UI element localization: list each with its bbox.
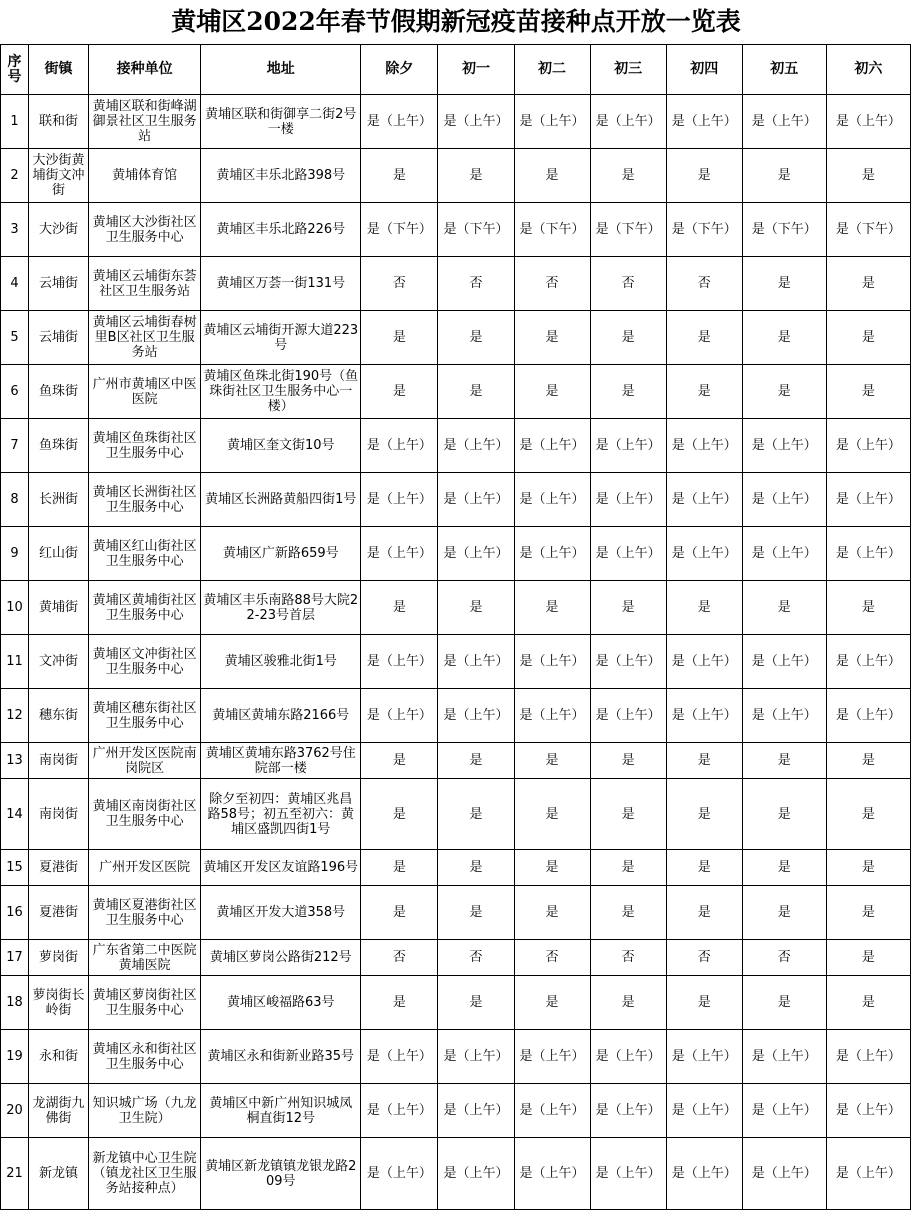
cell-day-status: 是（上午）	[826, 1084, 910, 1138]
cell-day-status: 是	[590, 149, 666, 203]
cell-day-status: 是	[666, 850, 742, 886]
cell-day-status: 是（上午）	[514, 473, 590, 527]
cell-day-status: 否	[514, 257, 590, 311]
cell-day-status: 是（上午）	[514, 95, 590, 149]
cell-day-status: 是	[590, 743, 666, 779]
cell-day-status: 是（上午）	[826, 1138, 910, 1210]
cell-day-status: 是（上午）	[742, 635, 826, 689]
cell-unit: 黄埔体育馆	[89, 149, 201, 203]
cell-day-status: 是（上午）	[438, 635, 514, 689]
cell-day-status: 是（上午）	[742, 527, 826, 581]
cell-day-status: 是（上午）	[590, 1138, 666, 1210]
cell-street: 南岗街	[29, 779, 89, 850]
cell-unit: 黄埔区永和街社区卫生服务中心	[89, 1030, 201, 1084]
cell-day-status: 是（下午）	[666, 203, 742, 257]
cell-day-status: 是	[590, 311, 666, 365]
cell-no: 2	[1, 149, 29, 203]
cell-day-status: 是	[826, 257, 910, 311]
cell-unit: 黄埔区长洲街社区卫生服务中心	[89, 473, 201, 527]
cell-unit: 黄埔区黄埔街社区卫生服务中心	[89, 581, 201, 635]
cell-unit: 黄埔区联和街峰湖御景社区卫生服务站	[89, 95, 201, 149]
cell-day-status: 是	[438, 311, 514, 365]
cell-address: 黄埔区萝岗公路街212号	[201, 940, 361, 976]
cell-day-status: 是	[826, 743, 910, 779]
cell-day-status: 是（下午）	[590, 203, 666, 257]
cell-day-status: 是	[590, 886, 666, 940]
cell-day-status: 是	[666, 976, 742, 1030]
cell-no: 6	[1, 365, 29, 419]
cell-day-status: 是	[826, 311, 910, 365]
cell-day-status: 是（上午）	[514, 1084, 590, 1138]
cell-day-status: 是	[666, 365, 742, 419]
cell-unit: 黄埔区大沙街社区卫生服务中心	[89, 203, 201, 257]
cell-day-status: 是	[514, 365, 590, 419]
cell-no: 4	[1, 257, 29, 311]
header-day: 初三	[590, 45, 666, 95]
cell-day-status: 是	[742, 850, 826, 886]
cell-address: 黄埔区广新路659号	[201, 527, 361, 581]
cell-day-status: 是	[590, 976, 666, 1030]
cell-day-status: 否	[666, 940, 742, 976]
cell-no: 5	[1, 311, 29, 365]
cell-no: 9	[1, 527, 29, 581]
cell-day-status: 否	[590, 257, 666, 311]
cell-unit: 新龙镇中心卫生院（镇龙社区卫生服务站接种点）	[89, 1138, 201, 1210]
cell-day-status: 是（上午）	[514, 419, 590, 473]
cell-day-status: 是	[666, 581, 742, 635]
cell-unit: 广州开发区医院	[89, 850, 201, 886]
cell-day-status: 是	[742, 257, 826, 311]
cell-day-status: 是（上午）	[826, 95, 910, 149]
cell-day-status: 是	[361, 976, 438, 1030]
cell-day-status: 是	[438, 581, 514, 635]
cell-day-status: 是	[666, 743, 742, 779]
cell-day-status: 是（下午）	[361, 203, 438, 257]
cell-no: 16	[1, 886, 29, 940]
cell-day-status: 是	[514, 149, 590, 203]
header-day: 初一	[438, 45, 514, 95]
cell-day-status: 是（上午）	[361, 527, 438, 581]
cell-unit: 黄埔区穗东街社区卫生服务中心	[89, 689, 201, 743]
cell-day-status: 是	[438, 886, 514, 940]
table-row	[1, 1030, 911, 1084]
cell-day-status: 是（上午）	[742, 1084, 826, 1138]
cell-day-status: 是（上午）	[361, 473, 438, 527]
cell-address: 黄埔区万荟一街131号	[201, 257, 361, 311]
cell-day-status: 是	[361, 779, 438, 850]
cell-street: 龙湖街九佛街	[29, 1084, 89, 1138]
cell-day-status: 是	[590, 581, 666, 635]
cell-no: 12	[1, 689, 29, 743]
cell-day-status: 否	[742, 940, 826, 976]
cell-day-status: 是（上午）	[590, 419, 666, 473]
cell-day-status: 是	[361, 743, 438, 779]
cell-day-status: 是（上午）	[826, 635, 910, 689]
cell-street: 文冲街	[29, 635, 89, 689]
table-row	[1, 473, 911, 527]
table-row	[1, 203, 911, 257]
cell-day-status: 是（上午）	[742, 689, 826, 743]
cell-no: 10	[1, 581, 29, 635]
cell-day-status: 是	[361, 311, 438, 365]
table-row	[1, 149, 911, 203]
cell-day-status: 是（上午）	[438, 473, 514, 527]
header-row	[1, 45, 911, 95]
cell-day-status: 是	[514, 886, 590, 940]
header-street: 街镇	[29, 45, 89, 95]
cell-day-status: 是（上午）	[826, 473, 910, 527]
cell-day-status: 是（上午）	[438, 1030, 514, 1084]
cell-address: 黄埔区丰乐南路88号大院22-23号首层	[201, 581, 361, 635]
cell-day-status: 是	[514, 850, 590, 886]
cell-day-status: 是	[361, 886, 438, 940]
cell-day-status: 是（上午）	[361, 1030, 438, 1084]
table-row	[1, 779, 911, 850]
cell-address: 黄埔区奎文街10号	[201, 419, 361, 473]
cell-day-status: 是（上午）	[742, 1138, 826, 1210]
cell-address: 黄埔区新龙镇镇龙银龙路209号	[201, 1138, 361, 1210]
cell-day-status: 是	[742, 886, 826, 940]
cell-day-status: 是（上午）	[514, 1030, 590, 1084]
cell-day-status: 是	[826, 976, 910, 1030]
cell-day-status: 是（上午）	[514, 1138, 590, 1210]
cell-street: 鱼珠街	[29, 365, 89, 419]
cell-street: 鱼珠街	[29, 419, 89, 473]
cell-day-status: 是	[514, 779, 590, 850]
cell-street: 联和街	[29, 95, 89, 149]
cell-day-status: 是（上午）	[361, 635, 438, 689]
cell-address: 黄埔区丰乐北路398号	[201, 149, 361, 203]
cell-no: 18	[1, 976, 29, 1030]
cell-unit: 黄埔区夏港街社区卫生服务中心	[89, 886, 201, 940]
cell-day-status: 否	[514, 940, 590, 976]
cell-day-status: 是（上午）	[666, 1138, 742, 1210]
cell-address: 黄埔区云埔街开源大道223号	[201, 311, 361, 365]
cell-address: 黄埔区黄埔东路3762号住院部一楼	[201, 743, 361, 779]
cell-address: 黄埔区开发区友谊路196号	[201, 850, 361, 886]
cell-day-status: 是	[438, 850, 514, 886]
cell-no: 7	[1, 419, 29, 473]
table-row	[1, 527, 911, 581]
cell-day-status: 是	[826, 940, 910, 976]
cell-day-status: 是（上午）	[666, 473, 742, 527]
cell-no: 21	[1, 1138, 29, 1210]
cell-day-status: 是（上午）	[361, 95, 438, 149]
cell-unit: 广州市黄埔区中医医院	[89, 365, 201, 419]
table-row	[1, 635, 911, 689]
cell-day-status: 否	[361, 257, 438, 311]
cell-day-status: 是	[514, 581, 590, 635]
cell-street: 南岗街	[29, 743, 89, 779]
cell-address: 黄埔区鱼珠北街190号（鱼珠街社区卫生服务中心一楼）	[201, 365, 361, 419]
cell-day-status: 是（上午）	[590, 95, 666, 149]
table-row	[1, 581, 911, 635]
cell-day-status: 是	[742, 581, 826, 635]
cell-day-status: 否	[438, 257, 514, 311]
cell-unit: 知识城广场（九龙卫生院）	[89, 1084, 201, 1138]
header-address: 地址	[201, 45, 361, 95]
cell-day-status: 是	[666, 779, 742, 850]
cell-street: 云埔街	[29, 311, 89, 365]
cell-street: 黄埔街	[29, 581, 89, 635]
table-row	[1, 976, 911, 1030]
table-row	[1, 419, 911, 473]
cell-address: 黄埔区开发大道358号	[201, 886, 361, 940]
cell-address: 黄埔区骏雅北街1号	[201, 635, 361, 689]
cell-day-status: 是	[742, 779, 826, 850]
cell-address: 黄埔区长洲路黄船四街1号	[201, 473, 361, 527]
cell-day-status: 是（上午）	[666, 1030, 742, 1084]
cell-street: 红山街	[29, 527, 89, 581]
cell-day-status: 是	[742, 976, 826, 1030]
cell-day-status: 是	[666, 149, 742, 203]
table-row	[1, 257, 911, 311]
cell-street: 长洲街	[29, 473, 89, 527]
cell-day-status: 是	[742, 365, 826, 419]
cell-address: 黄埔区丰乐北路226号	[201, 203, 361, 257]
cell-day-status: 是（上午）	[666, 1084, 742, 1138]
cell-day-status: 是	[666, 886, 742, 940]
cell-day-status: 是（上午）	[438, 95, 514, 149]
cell-no: 17	[1, 940, 29, 976]
cell-no: 19	[1, 1030, 29, 1084]
cell-no: 13	[1, 743, 29, 779]
cell-day-status: 是（上午）	[514, 689, 590, 743]
cell-day-status: 是（上午）	[826, 419, 910, 473]
page-title: 黄埔区2022年春节假期新冠疫苗接种点开放一览表	[171, 7, 741, 36]
cell-unit: 广州开发区医院南岗院区	[89, 743, 201, 779]
cell-day-status: 是	[514, 311, 590, 365]
table-row	[1, 743, 911, 779]
cell-day-status: 是（上午）	[742, 419, 826, 473]
cell-no: 20	[1, 1084, 29, 1138]
cell-day-status: 否	[590, 940, 666, 976]
cell-day-status: 是（上午）	[742, 1030, 826, 1084]
cell-street: 萝岗街长岭街	[29, 976, 89, 1030]
cell-day-status: 是	[438, 365, 514, 419]
cell-day-status: 是（上午）	[361, 689, 438, 743]
cell-street: 穗东街	[29, 689, 89, 743]
cell-day-status: 是	[826, 365, 910, 419]
cell-day-status: 是（上午）	[590, 1084, 666, 1138]
cell-street: 夏港街	[29, 850, 89, 886]
cell-address: 黄埔区永和街新业路35号	[201, 1030, 361, 1084]
cell-address: 黄埔区峻福路63号	[201, 976, 361, 1030]
cell-day-status: 是	[742, 149, 826, 203]
cell-day-status: 是	[826, 850, 910, 886]
cell-day-status: 是（上午）	[666, 419, 742, 473]
cell-day-status: 是	[590, 850, 666, 886]
cell-unit: 广东省第二中医院黄埔医院	[89, 940, 201, 976]
cell-day-status: 是	[826, 886, 910, 940]
cell-address: 黄埔区黄埔东路2166号	[201, 689, 361, 743]
cell-street: 大沙街黄埔街文冲街	[29, 149, 89, 203]
cell-day-status: 是（上午）	[438, 527, 514, 581]
cell-day-status: 是（上午）	[666, 95, 742, 149]
cell-no: 3	[1, 203, 29, 257]
cell-unit: 黄埔区鱼珠街社区卫生服务中心	[89, 419, 201, 473]
cell-day-status: 是（下午）	[438, 203, 514, 257]
cell-unit: 黄埔区云埔街春树里B区社区卫生服务站	[89, 311, 201, 365]
table-row	[1, 886, 911, 940]
cell-unit: 黄埔区红山街社区卫生服务中心	[89, 527, 201, 581]
cell-day-status: 是（上午）	[666, 527, 742, 581]
cell-day-status: 是（上午）	[361, 1084, 438, 1138]
cell-unit: 黄埔区文冲街社区卫生服务中心	[89, 635, 201, 689]
vaccination-sites-table	[0, 44, 911, 1210]
cell-day-status: 是	[361, 149, 438, 203]
cell-day-status: 是（下午）	[826, 203, 910, 257]
cell-day-status: 是	[826, 149, 910, 203]
table-row	[1, 1138, 911, 1210]
header-day: 初二	[514, 45, 590, 95]
header-day: 除夕	[361, 45, 438, 95]
cell-street: 永和街	[29, 1030, 89, 1084]
cell-day-status: 是（上午）	[826, 1030, 910, 1084]
cell-day-status: 是（上午）	[590, 527, 666, 581]
cell-day-status: 是	[514, 743, 590, 779]
cell-day-status: 是（上午）	[742, 473, 826, 527]
cell-street: 萝岗街	[29, 940, 89, 976]
cell-day-status: 是	[514, 976, 590, 1030]
header-day: 初四	[666, 45, 742, 95]
cell-unit: 黄埔区萝岗街社区卫生服务中心	[89, 976, 201, 1030]
cell-street: 大沙街	[29, 203, 89, 257]
cell-no: 15	[1, 850, 29, 886]
table-row	[1, 1084, 911, 1138]
cell-day-status: 是	[666, 311, 742, 365]
cell-day-status: 是（上午）	[438, 1084, 514, 1138]
header-no: 序号	[1, 45, 29, 95]
cell-day-status: 是（上午）	[438, 689, 514, 743]
cell-day-status: 是	[361, 850, 438, 886]
header-day: 初六	[826, 45, 910, 95]
cell-no: 11	[1, 635, 29, 689]
cell-day-status: 是	[438, 779, 514, 850]
cell-day-status: 是	[438, 149, 514, 203]
header-unit: 接种单位	[89, 45, 201, 95]
table-row	[1, 311, 911, 365]
cell-day-status: 是（上午）	[590, 689, 666, 743]
cell-day-status: 是（上午）	[361, 419, 438, 473]
cell-day-status: 是（上午）	[438, 1138, 514, 1210]
table-row	[1, 850, 911, 886]
cell-day-status: 是	[590, 779, 666, 850]
cell-street: 新龙镇	[29, 1138, 89, 1210]
cell-day-status: 是	[361, 581, 438, 635]
cell-no: 14	[1, 779, 29, 850]
cell-day-status: 是（上午）	[590, 1030, 666, 1084]
cell-day-status: 是	[742, 743, 826, 779]
cell-day-status: 否	[361, 940, 438, 976]
cell-day-status: 是（下午）	[514, 203, 590, 257]
cell-day-status: 是（上午）	[438, 419, 514, 473]
cell-day-status: 是	[826, 581, 910, 635]
cell-day-status: 是（上午）	[514, 635, 590, 689]
cell-day-status: 是（上午）	[666, 689, 742, 743]
cell-day-status: 是	[742, 311, 826, 365]
cell-day-status: 否	[666, 257, 742, 311]
cell-day-status: 是（上午）	[514, 527, 590, 581]
cell-day-status: 是（上午）	[590, 635, 666, 689]
cell-day-status: 是（上午）	[826, 527, 910, 581]
cell-day-status: 是	[826, 779, 910, 850]
cell-unit: 黄埔区南岗街社区卫生服务中心	[89, 779, 201, 850]
cell-no: 8	[1, 473, 29, 527]
cell-day-status: 是（上午）	[361, 1138, 438, 1210]
cell-day-status: 是	[438, 743, 514, 779]
table-row	[1, 95, 911, 149]
cell-street: 夏港街	[29, 886, 89, 940]
cell-day-status: 是（上午）	[590, 473, 666, 527]
cell-day-status: 否	[438, 940, 514, 976]
table-row	[1, 940, 911, 976]
cell-day-status: 是	[590, 365, 666, 419]
cell-day-status: 是（下午）	[742, 203, 826, 257]
cell-day-status: 是（上午）	[666, 635, 742, 689]
cell-address: 除夕至初四：黄埔区兆昌路58号；初五至初六：黄埔区盛凯四街1号	[201, 779, 361, 850]
cell-day-status: 是	[438, 976, 514, 1030]
cell-no: 1	[1, 95, 29, 149]
table-row	[1, 365, 911, 419]
header-day: 初五	[742, 45, 826, 95]
cell-address: 黄埔区联和街御享二街2号一楼	[201, 95, 361, 149]
cell-day-status: 是（上午）	[826, 689, 910, 743]
cell-address: 黄埔区中新广州知识城凤桐直街12号	[201, 1084, 361, 1138]
cell-street: 云埔街	[29, 257, 89, 311]
cell-unit: 黄埔区云埔街东荟社区卫生服务站	[89, 257, 201, 311]
table-row	[1, 689, 911, 743]
cell-day-status: 是	[361, 365, 438, 419]
cell-day-status: 是（上午）	[742, 95, 826, 149]
